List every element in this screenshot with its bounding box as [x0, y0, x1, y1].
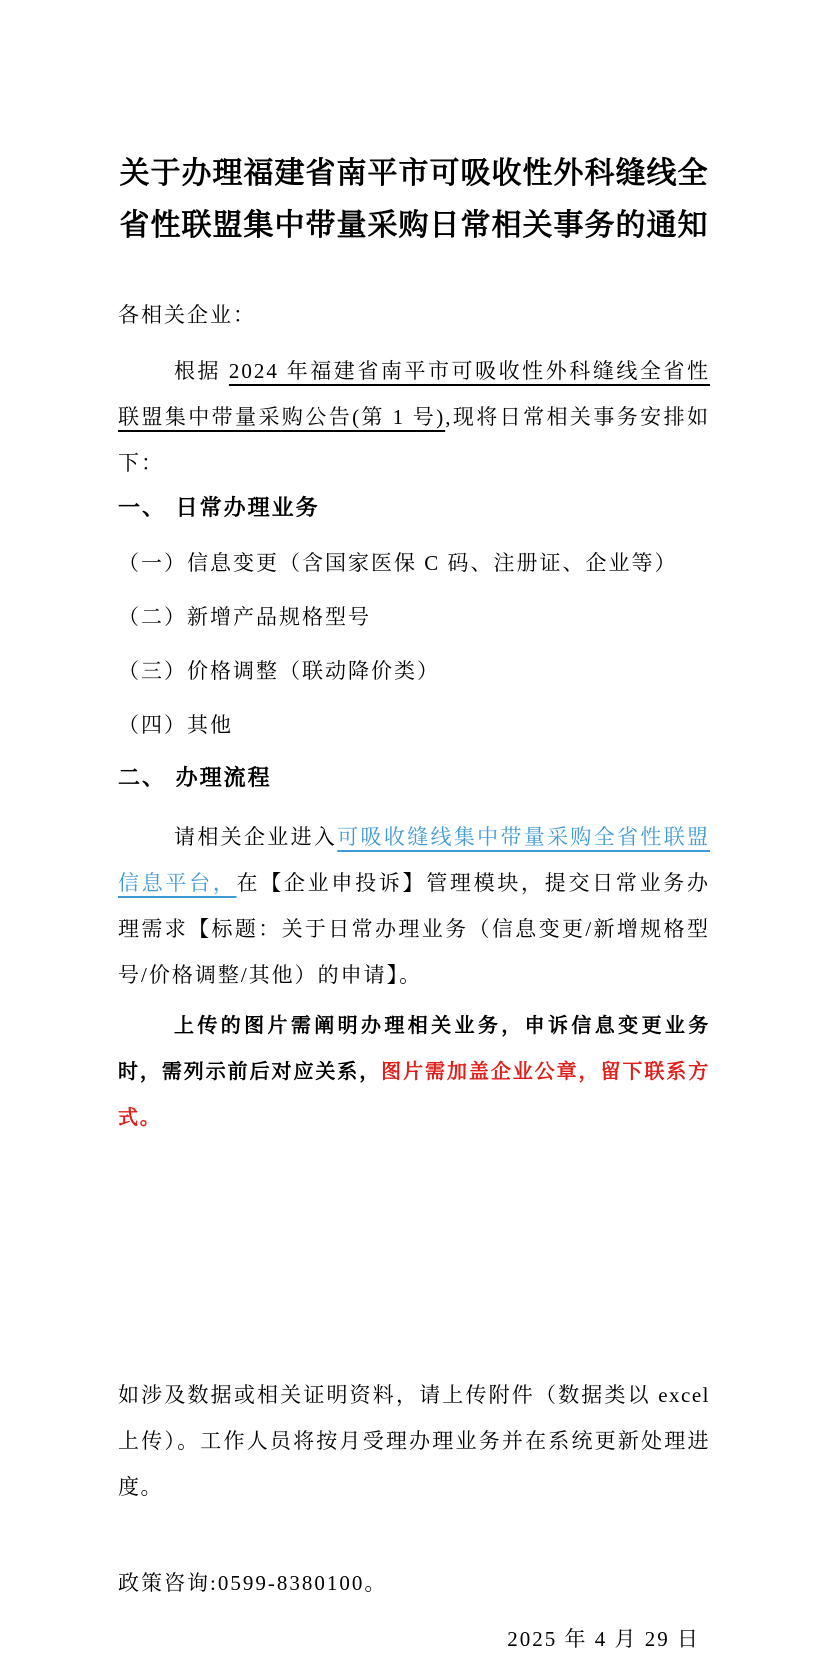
document-title: 关于办理福建省南平市可吸收性外科缝线全省性联盟集中带量采购日常相关事务的通知 [119, 156, 709, 243]
section1-item-price-adjust: （三）价格调整（联动降价类） [118, 659, 440, 683]
intro-suffix: ,现将日常相关事务安排如下： [118, 405, 710, 475]
process-prefix: 请相关企业进入 [174, 825, 338, 849]
upload-note-red-emphasis: 图片需加盖企业公章，留下联系方式。 [118, 1059, 710, 1129]
section1-heading: 一、 日常办理业务 [118, 496, 320, 521]
intro-paragraph [118, 348, 710, 486]
upload-note-paragraph [118, 1002, 710, 1140]
intro-underlined-reference: 2024 年福建省南平市可吸收性外科缝线全省性联盟集中带量采购公告(第 1 号) [118, 359, 711, 429]
process-paragraph [118, 814, 710, 998]
attachment-note: 如涉及数据或相关证明资料，请上传附件（数据类以 excel 上传）。工作人员将按月受理办理业务并在系统更新处理进度。 [118, 1383, 710, 1499]
intro-prefix: 根据 [174, 359, 229, 383]
section2-heading: 二、 办理流程 [118, 766, 272, 791]
section1-item-new-spec: （二）新增产品规格型号 [118, 605, 371, 629]
platform-link[interactable]: 可吸收缝线集中带量采购全省性联盟信息平台， [118, 825, 711, 895]
contact-line: 政策咨询:0599-8380100。 [118, 1571, 388, 1595]
date-line: 2025 年 4 月 29 日 [507, 1627, 700, 1651]
section1-item-info-change: （一）信息变更（含国家医保 C 码、注册证、企业等） [118, 551, 678, 575]
salutation: 各相关企业： [118, 303, 256, 327]
process-suffix: 在【企业申投诉】管理模块，提交日常业务办理需求【标题：关于日常办理业务（信息变更/新增规格型号/价格调整/其他）的申请】。 [118, 871, 711, 987]
upload-note-black-text: 上传的图片需阐明办理相关业务，申诉信息变更业务时，需列示前后对应关系， [118, 1013, 710, 1083]
section1-item-other: （四）其他 [118, 713, 233, 737]
